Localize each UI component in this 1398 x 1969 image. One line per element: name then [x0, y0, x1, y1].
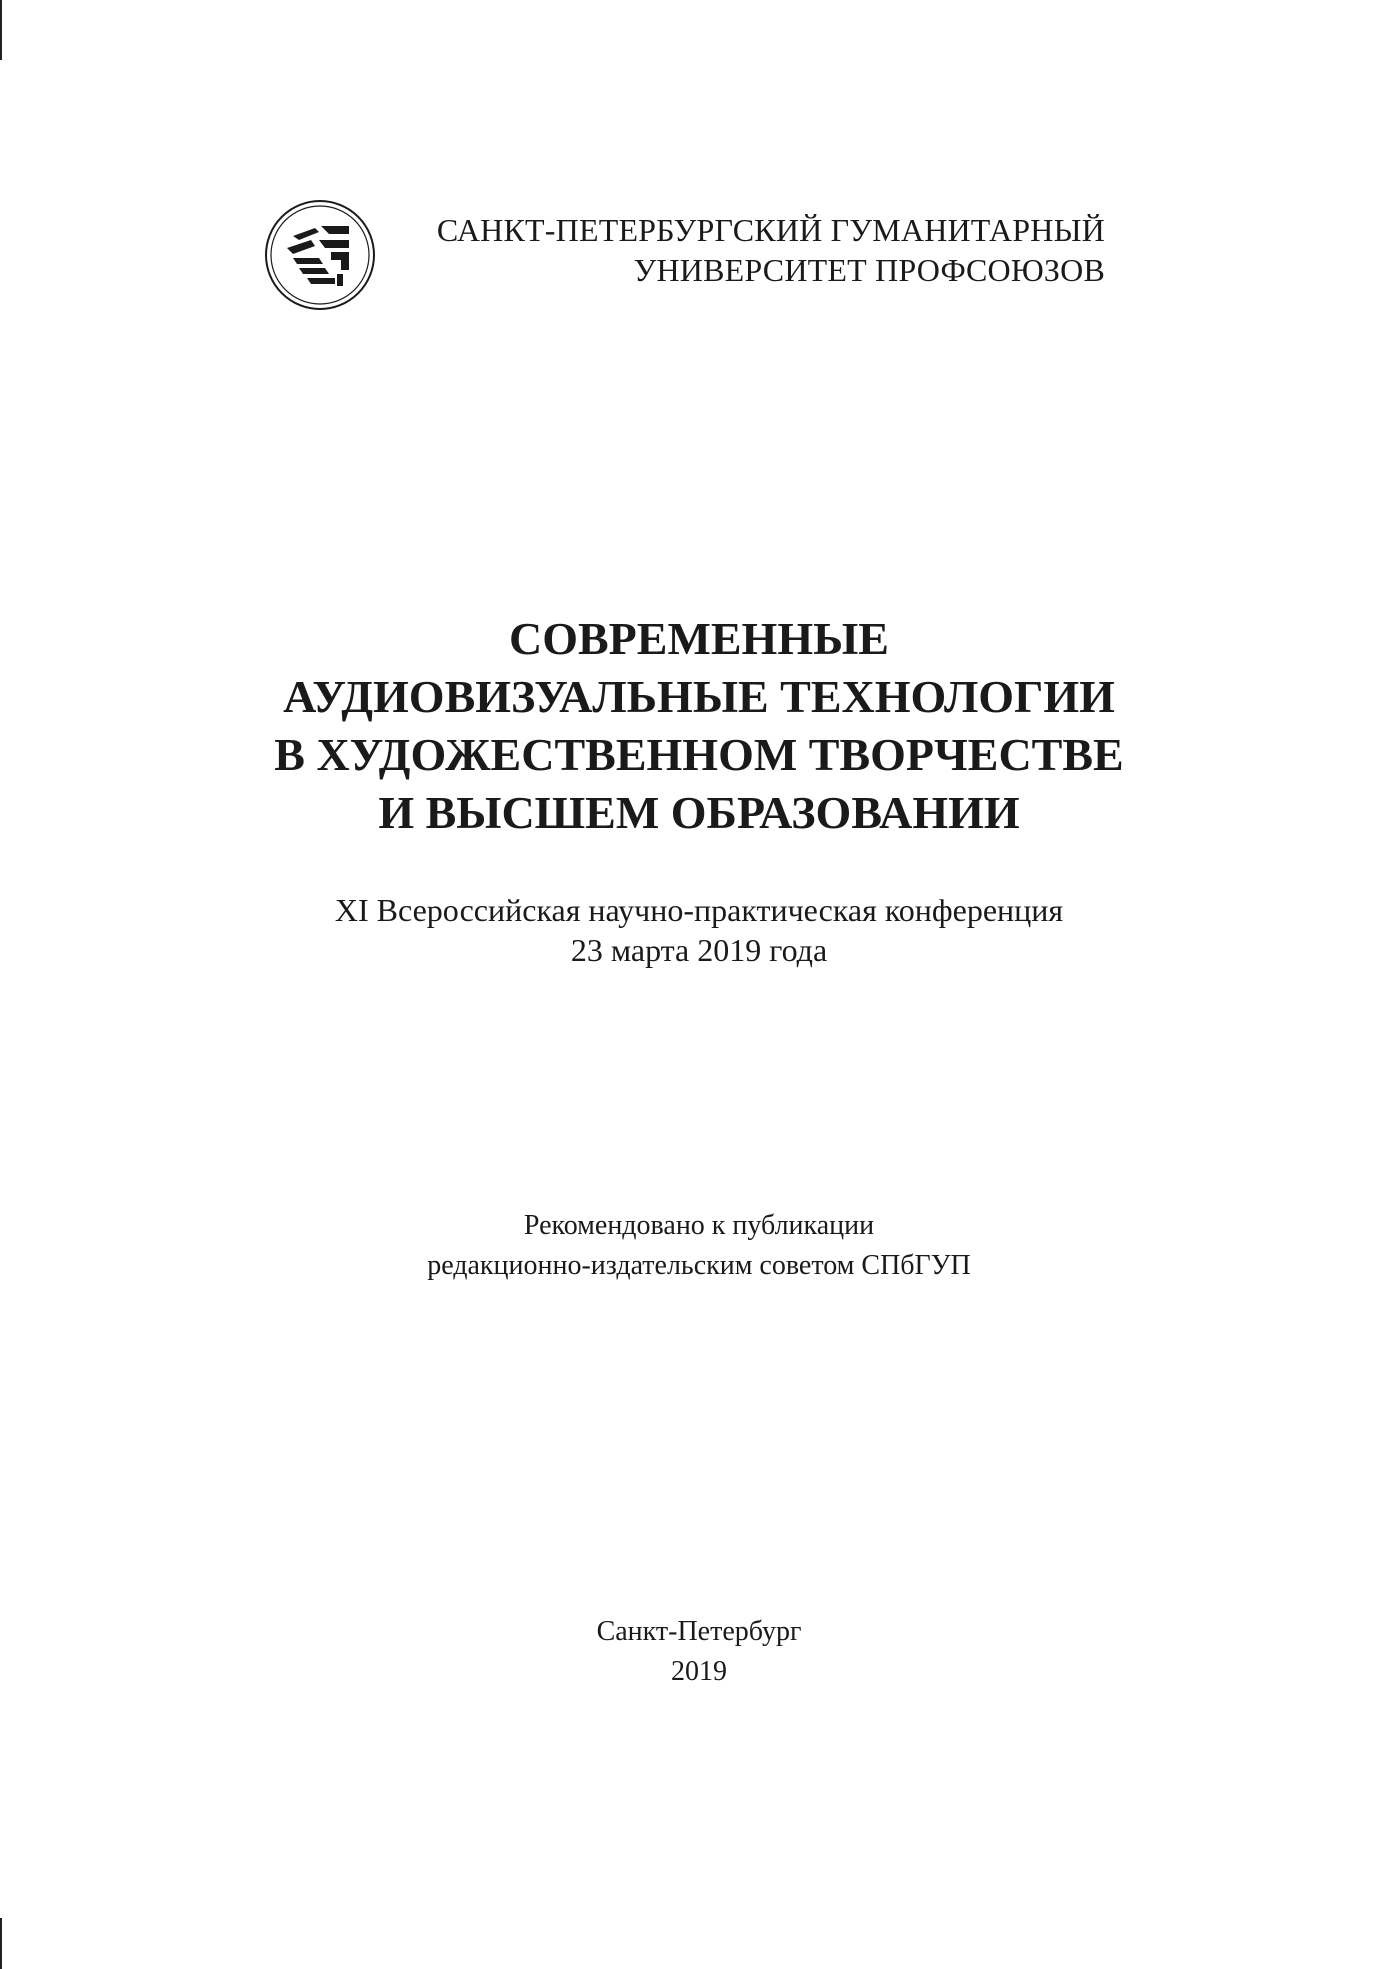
recommendation-line-1: Рекомендовано к публикации: [523, 1210, 875, 1241]
institution-name: [385, 210, 1105, 290]
conference-subtitle: [0, 890, 1398, 970]
crop-mark-top: [0, 0, 2, 60]
institution-line-1: САНКТ-ПЕТЕРБУРГСКИЙ ГУМАНИТАРНЫЙ: [436, 212, 1105, 248]
recommendation-line-2: редакционно-издательским советом СПбГУП: [427, 1250, 971, 1281]
university-emblem-icon: [263, 198, 377, 312]
institution-line-2: УНИВЕРСИТЕТ ПРОФСОЮЗОВ: [633, 252, 1105, 288]
publication-recommendation: [0, 1206, 1398, 1286]
conference-name: XI Всероссийская научно-практическая конференция: [334, 892, 1064, 928]
crop-mark-bottom: [0, 1918, 2, 1969]
title-line-3: В ХУДОЖЕСТВЕННОМ ТВОРЧЕСТВЕ: [274, 729, 1124, 780]
title-line-4: И ВЫСШЕМ ОБРАЗОВАНИИ: [378, 787, 1020, 838]
imprint-city: Санкт-Петербург: [596, 1616, 802, 1647]
imprint-year: 2019: [671, 1656, 727, 1687]
document-title: [0, 610, 1398, 842]
title-line-2: АУДИОВИЗУАЛЬНЫЕ ТЕХНОЛОГИИ: [283, 671, 1115, 722]
imprint: [0, 1612, 1398, 1692]
conference-date: 23 марта 2019 года: [570, 932, 828, 968]
page-header: [255, 198, 1155, 313]
title-line-1: СОВРЕМЕННЫЕ: [509, 613, 889, 664]
